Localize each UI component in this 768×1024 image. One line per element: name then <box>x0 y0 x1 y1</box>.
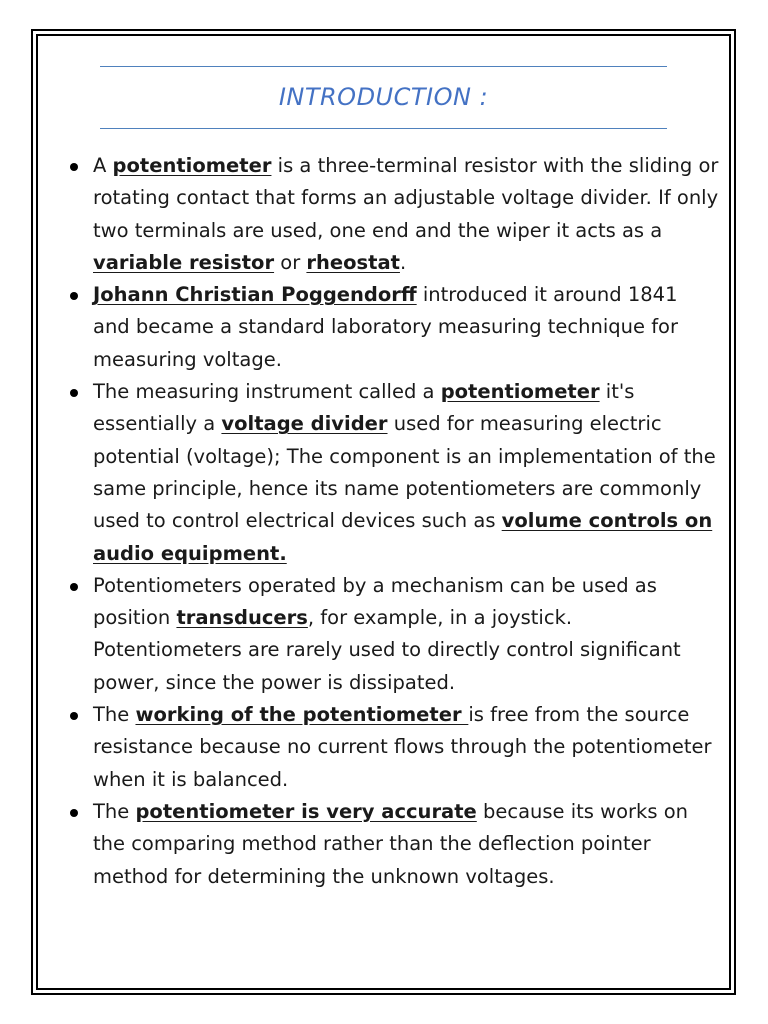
key-term: rheostat <box>306 250 400 274</box>
bullet-item <box>70 150 720 279</box>
bullet-text: is free from the source resistance because no current flows through the potentiometer when it is balanced. <box>93 703 712 791</box>
bullet-text: The <box>93 703 136 727</box>
bullet-text: . <box>399 250 407 274</box>
title-rule-bottom <box>100 128 667 129</box>
bullet-text: The measuring instrument called a <box>93 380 441 404</box>
bullet-text: A <box>93 154 113 177</box>
bullet-text: is a three-terminal resistor with the sliding or rotating contact that forms an adjustable voltage divider. If only two terminals are used, one end and the wiper it acts as a <box>93 154 719 242</box>
bullet-dot-icon <box>70 583 78 591</box>
bullet-text: Potentiometers operated by a mechanism can be used as position <box>93 573 657 630</box>
key-term: Johann Christian Poggendorff <box>93 283 417 307</box>
bullet-dot-icon <box>70 389 78 397</box>
bullet-text: introduced it around 1841 and became a standard laboratory measuring technique for measuring voltage. <box>93 283 679 371</box>
key-term: variable resistor <box>93 250 275 274</box>
bullet-dot-icon <box>70 163 78 171</box>
bullet-item <box>70 279 720 376</box>
key-term: potentiometer <box>112 154 272 177</box>
bullet-text: The <box>93 799 136 823</box>
bullet-text: or <box>274 250 307 274</box>
bullet-item <box>70 699 720 796</box>
bullet-list <box>70 150 720 893</box>
bullet-item <box>70 796 720 893</box>
bullet-item <box>70 570 720 699</box>
key-term: volume controls on audio equipment. <box>93 509 713 565</box>
bullet-dot-icon <box>70 809 78 817</box>
key-term: potentiometer is very accurate <box>135 799 477 823</box>
key-term: transducers <box>176 606 308 630</box>
bullet-item <box>70 376 720 570</box>
bullet-text: because its works on the comparing method rather than the deflection pointer method for determining the unknown voltages. <box>93 799 688 888</box>
bullet-dot-icon <box>70 712 78 720</box>
key-term: potentiometer <box>440 380 600 404</box>
page-title: INTRODUCTION : <box>278 83 489 111</box>
bullet-text: used for measuring electric potential (voltage); The component is an implementation of the same principle, hence its name potentiometers are commonly used to control electrical devices such as <box>93 412 716 533</box>
bullet-dot-icon <box>70 292 78 300</box>
bullet-text: it's essentially a <box>93 380 635 436</box>
key-term: working of the potentiometer <box>135 703 469 727</box>
title-rule-top <box>100 66 667 67</box>
key-term: voltage divider <box>221 412 388 436</box>
introduction-content <box>70 150 720 893</box>
bullet-text: , for example, in a joystick. Potentiometers are rarely used to directly control significant power, since the power is dissipated. <box>93 606 681 694</box>
